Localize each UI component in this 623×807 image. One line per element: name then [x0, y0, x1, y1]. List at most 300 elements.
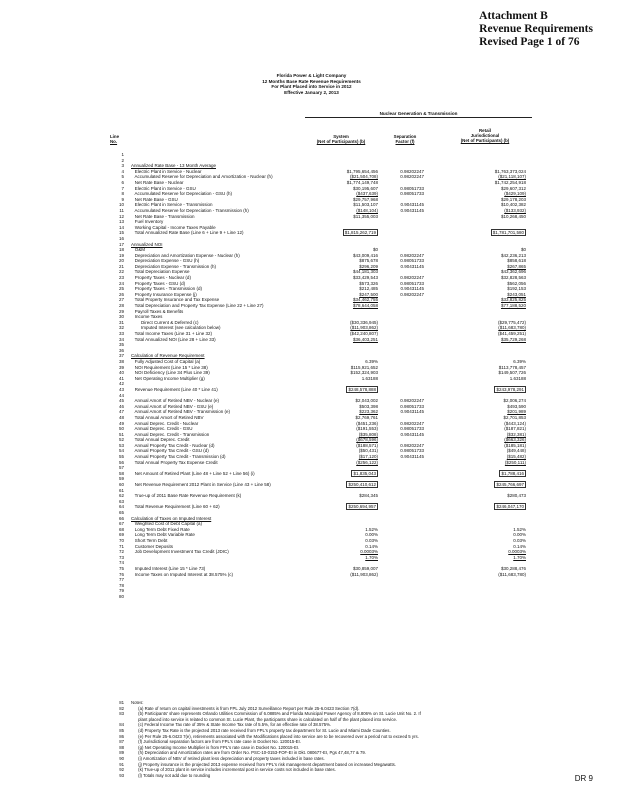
retail-value: $35,729,268	[500, 336, 526, 342]
line-number: 66	[118, 515, 124, 521]
separation-factor: 0.90431145	[400, 263, 424, 269]
line-number: 28	[118, 303, 124, 309]
line-number: 37	[118, 353, 124, 359]
retail-value: $1,742,254,918	[494, 179, 526, 185]
system-value: 0.00%	[365, 532, 378, 538]
note-line-number: 87	[119, 739, 124, 745]
line-number: 31	[118, 319, 124, 325]
system-value: $43,009,416	[352, 252, 378, 258]
revenue-table	[0, 152, 623, 600]
line-number: 3	[121, 163, 124, 169]
effective-date: Effective January 2, 2013	[284, 89, 339, 95]
line-number: 26	[118, 291, 124, 297]
system-value: $1,774,149,748	[346, 179, 378, 185]
row-description: Annualized NOI	[131, 241, 163, 247]
line-number: 80	[118, 593, 124, 599]
row-description: Income Taxes	[131, 314, 163, 320]
row-description: Total Revenue Requirement (Line 60 + 62)	[131, 504, 220, 510]
system-value: $0	[372, 247, 378, 253]
line-number: 62	[118, 493, 124, 499]
system-value: ($50,431)	[358, 448, 378, 454]
line-number: 45	[118, 398, 124, 404]
retail-value: $29,607,312	[500, 185, 526, 191]
line-number: 27	[118, 297, 124, 303]
separation-factor: 0.98202247	[400, 275, 424, 281]
line-number: 71	[118, 543, 124, 549]
retail-value: ($443,124)	[504, 420, 526, 426]
line-number: 79	[118, 588, 124, 594]
note-text: (k) True-up of 2011 plant in service includes incremental post in service costs not included in base rates.	[131, 767, 336, 773]
line-number: 1	[121, 152, 124, 157]
row-description: Property Taxes - Transmission (d)	[131, 286, 202, 292]
separation-factor: 0.98051733	[400, 258, 424, 264]
line-number: 7	[121, 185, 124, 191]
row-description: Working Capital - Income Taxes Payable	[131, 224, 216, 230]
line-number: 38	[118, 358, 124, 364]
system-value: $1,795,654,456	[346, 168, 378, 174]
line-number: 57	[118, 465, 124, 471]
row-description: Long Term Debt Fixed Rate	[131, 526, 190, 532]
line-number: 68	[118, 526, 124, 532]
retail-value: ($663,326)	[504, 437, 526, 443]
report-header	[0, 73, 623, 95]
system-value: $1,835,043	[353, 470, 376, 476]
row-description: True-up of 2011 Base Rate Revenue Requirement (k)	[131, 493, 242, 499]
retail-value: $243,978,291	[496, 386, 524, 392]
retail-value: $32,828,563	[500, 275, 526, 281]
system-value: $33,429,543	[352, 275, 378, 281]
row-description: Annual Deprec. Credit - GSU	[131, 426, 193, 432]
row-description: Fuel Inventory	[131, 219, 164, 225]
row-description: Annual Amort of Retired NBV - Nuclear (e)	[131, 398, 220, 404]
line-number: 13	[118, 219, 124, 225]
system-value: ($256,122)	[356, 459, 378, 465]
row-description: Total Annual Deprec. Credit	[131, 437, 190, 443]
table-row	[0, 594, 623, 600]
note-text: (c) Federal Income Tax rate of 35% & State Income Tax rate of 5.5%, for an effective rate of 38.575%.	[131, 722, 332, 728]
retail-value: $149,507,726	[498, 370, 526, 376]
line-number: 33	[118, 331, 124, 336]
note-line-number: 81	[119, 700, 124, 705]
retail-value: ($15,482)	[506, 454, 526, 460]
retail-value: ($11,683,780)	[498, 571, 526, 577]
retail-value: $30,288,476	[500, 565, 526, 571]
system-value: $284,345	[359, 493, 378, 499]
retail-value: ($49,448)	[506, 448, 526, 454]
note-line-number: 86	[119, 733, 124, 739]
retail-value: ($185,181)	[504, 442, 526, 448]
row-description: Total Income Taxes (Line 31 + Line 32)	[131, 331, 213, 336]
row-description: Net Rate Base - GSU	[131, 196, 178, 202]
separation-factor: 0.98202247	[400, 420, 424, 426]
row-description: Depreciation and Amortization Expense - Nuclear (h)	[131, 252, 240, 258]
system-value: $573,326	[359, 280, 378, 286]
retail-value: 1.52%	[513, 526, 526, 532]
retail-value: $42,236,213	[500, 252, 526, 258]
separation-factor: 0.98202247	[400, 442, 424, 448]
row-description: Total Depreciation and Property Tax Expense (Line 22 + Line 27)	[131, 303, 264, 309]
system-value: $34,462,755	[352, 297, 378, 303]
system-value: $875,678	[359, 258, 378, 264]
system-value: 0.0003%	[360, 549, 378, 555]
line-number: 23	[118, 275, 124, 281]
row-description: Total Property Insurance and Tax Expense	[131, 297, 220, 303]
system-value: 1.70%	[365, 554, 378, 560]
system-value: $223,362	[359, 409, 378, 415]
separation-factor: 0.98051733	[400, 191, 424, 197]
system-value: ($11,903,862)	[350, 325, 378, 331]
system-value: $11,503,107	[353, 202, 378, 208]
retail-value: ($429,109)	[504, 191, 526, 197]
retail-value: ($29,775,472)	[497, 319, 526, 325]
system-value: ($30,336,945)	[349, 319, 378, 325]
retail-value: ($11,683,780)	[498, 325, 526, 331]
retail-value: $243,051	[507, 291, 526, 297]
separation-factor: 0.90431145	[400, 202, 424, 208]
line-number: 30	[118, 314, 124, 320]
line-number: 46	[118, 403, 124, 409]
line-number: 39	[118, 364, 124, 370]
line-number: 29	[118, 308, 124, 314]
system-value: ($21,504,708)	[349, 174, 378, 180]
separation-factor: 0.90431145	[400, 409, 424, 415]
system-value: ($148,104)	[356, 207, 378, 213]
row-description: Fully Adjusted Cost of Capital (a)	[131, 358, 201, 364]
retail-value: $246,047,170	[496, 504, 524, 510]
retail-value: $201,989	[507, 409, 526, 415]
system-value: ($678,596)	[356, 437, 378, 443]
line-number: 73	[118, 554, 124, 560]
line-number: 56	[118, 459, 124, 465]
separation-factor: 0.98051733	[400, 185, 424, 191]
retail-value: ($21,118,107)	[498, 174, 526, 180]
line-number: 10	[118, 202, 124, 208]
line-number: 20	[118, 258, 124, 264]
note-text: Notes:	[131, 700, 144, 705]
system-value: $2,043,002	[355, 398, 378, 404]
retail-value: ($187,821)	[504, 426, 526, 432]
system-value: $11,355,003	[353, 213, 378, 219]
row-description: Electric Plant in Service - Nuclear	[131, 168, 202, 174]
row-description: Property Taxes - Nuclear (d)	[131, 275, 191, 281]
line-number: 36	[118, 347, 124, 353]
line-number: 76	[118, 571, 124, 577]
line-number: 44	[118, 392, 124, 398]
line-number: 14	[118, 224, 124, 230]
separation-factor: 0.98202247	[400, 291, 424, 297]
row-description: Annual Amort of Retired NBV - Transmission (e)	[131, 409, 231, 415]
retail-value: $43,362,696	[500, 269, 526, 275]
report-subtitle: For Plant Placed into Service in 2012	[271, 84, 352, 90]
system-value: $36,403,251	[352, 336, 378, 342]
row-description: Net Rate Base - Transmission	[131, 213, 195, 219]
line-number: 2	[121, 157, 124, 163]
line-number: 16	[118, 235, 124, 241]
line-number: 63	[118, 498, 124, 504]
row-description: Total Annualized Rate Base (Line 6 + Line 9 + Line 12)	[131, 230, 244, 236]
separation-factor: 0.90431145	[400, 431, 424, 437]
separation-factor: 0.90431145	[400, 454, 424, 460]
separation-factor: 0.98202247	[400, 168, 424, 174]
line-number: 9	[121, 196, 124, 202]
system-value: $248,578,888	[348, 386, 376, 392]
note-text: (f) Jurisdictional separation factors are from FPL's rate case in Docket No. 120015-EI.	[131, 739, 301, 745]
system-value: ($451,236)	[356, 420, 378, 426]
note-text: plant placed into service is related to common St. Lucie Plant, the participants share is calculated on half of the plant placed into service.	[131, 716, 398, 722]
line-number: 69	[118, 532, 124, 538]
retail-value: $10,268,450	[500, 213, 526, 219]
report-title: 12 Months Base Rate Revenue Requirements	[262, 78, 361, 84]
line-number: 53	[118, 442, 124, 448]
line-number: 35	[118, 342, 124, 348]
row-description: Calculation of Revenue Requirement	[131, 353, 205, 359]
line-number: 43	[118, 386, 124, 392]
note-text: (j) Property insurance is the projected 2013 expense received from FPL's risk management department based on increased Megawatts.	[131, 761, 396, 767]
line-number: 51	[118, 431, 124, 437]
retail-value: $10,402,382	[500, 202, 526, 208]
line-number: 77	[118, 577, 124, 583]
row-description: Depreciation Expense - GSU (h)	[131, 258, 200, 264]
system-value: ($11,903,862)	[350, 571, 378, 577]
line-number: 52	[118, 437, 124, 443]
row-description: Annualized Rate Base - 13 Month Average	[131, 163, 216, 169]
note-text: (d) Property Tax Rate is the projected 2013 rate received from FPL's property tax department for St. Lucie and Miami Dade Counties.	[131, 727, 391, 733]
line-number: 55	[118, 454, 124, 460]
line-number: 42	[118, 381, 124, 387]
retail-value: ($133,932)	[504, 207, 526, 213]
row-description: Electric Plant in Service - GSU	[131, 185, 196, 191]
col-head-system: System (Net of Participants) (b)	[316, 134, 366, 145]
system-value: $503,398	[359, 403, 378, 409]
row-description: Total Depreciation Expense	[131, 269, 190, 275]
retail-value: 0.14%	[513, 543, 526, 549]
system-value: $44,181,303	[352, 269, 378, 275]
system-value: ($191,553)	[356, 426, 378, 432]
line-number: 58	[118, 470, 124, 476]
row-description: Annual Property Tax Credit - Nuclear (d)	[131, 442, 215, 448]
retail-value: $2,006,274	[503, 398, 526, 404]
line-number: 75	[118, 565, 124, 571]
row-description: Accumulated Reserve for Depreciation - Transmission (h)	[131, 207, 249, 213]
line-number: 21	[118, 263, 124, 269]
note-text: (a) Rate of return on capital investments is from FPL July 2012 Surveillance Report per Rule 25-6.0423 Section 7(d).	[131, 705, 360, 711]
line-number: 15	[118, 230, 124, 236]
line-number: 18	[118, 247, 124, 253]
separation-factor: 0.98051733	[400, 448, 424, 454]
system-value: $250,410,612	[348, 482, 376, 488]
row-description: Direct Current & Deferred (c)	[131, 319, 199, 325]
row-description: Net Rate Base - Nuclear	[131, 179, 184, 185]
col-head-separation: Separation Factor (f)	[393, 134, 417, 145]
retail-value: $1,788,416	[501, 470, 524, 476]
separation-factor: 0.90431145	[400, 207, 424, 213]
row-description: NOI Deficiency (Line 34 Plus Line 39)	[131, 370, 210, 376]
line-number: 70	[118, 537, 124, 543]
retail-value: 0.00%	[513, 532, 526, 538]
retail-value: $29,178,203	[500, 196, 526, 202]
row-description: Revenue Requirement (Line 40 * Line 41)	[131, 386, 218, 392]
system-value: $1,815,262,719	[344, 230, 376, 236]
retail-value: $245,766,697	[496, 482, 524, 488]
retail-value: $280,473	[507, 493, 526, 499]
system-value: $212,485	[359, 286, 378, 292]
row-description: Total Annual Amort of Retired NBV	[131, 414, 204, 420]
separation-factor: 0.98202247	[400, 252, 424, 258]
line-number: 8	[121, 191, 124, 197]
row-description: Property Taxes - GSU (d)	[131, 280, 186, 286]
line-number: 49	[118, 420, 124, 426]
row-description: Weighted Cost of Debt Capital (a)	[131, 521, 202, 527]
line-number: 32	[118, 325, 124, 331]
row-description: Imputed Interest (Line 15 * Line 73)	[131, 565, 206, 571]
line-number: 54	[118, 448, 124, 454]
line-number: 72	[118, 549, 124, 555]
system-value: $152,324,903	[350, 370, 378, 376]
line-number: 4	[121, 168, 124, 174]
line-number: 50	[118, 426, 124, 432]
line-number: 25	[118, 286, 124, 292]
line-number: 19	[118, 252, 124, 258]
row-description: Annual Property Tax Credit - GSU (d)	[131, 448, 209, 454]
system-value: $30,859,007	[352, 565, 378, 571]
line-number: 78	[118, 582, 124, 588]
line-number: 74	[118, 560, 124, 566]
retail-value: $858,618	[507, 258, 526, 264]
attachment-subtitle: Revenue Requirements	[479, 23, 593, 35]
system-value: $30,195,607	[352, 185, 378, 191]
row-description: Calculation of Taxes on Imputed Interest	[131, 515, 212, 521]
company-name: Florida Power & Light Company	[276, 73, 347, 78]
system-value: ($437,639)	[356, 191, 378, 197]
retail-value: ($32,381)	[506, 431, 526, 437]
note-line-number: 92	[119, 767, 124, 773]
row-description: Imputed Interest (see calculation below)	[131, 325, 221, 331]
note-line-number: 85	[119, 727, 124, 733]
row-description: Net Amount of Retired Plant (Line 48 + Line 52 + Line 56) (i)	[131, 470, 255, 476]
system-value: $29,757,968	[352, 196, 378, 202]
page-footer: DR 9	[574, 774, 593, 783]
system-value: 1.63188	[361, 375, 378, 381]
row-description: Annual Deprec. Credit - Nuclear	[131, 420, 199, 426]
row-description: Job Development Investment Tax Credit (JDIC)	[131, 549, 229, 555]
retail-value: $562,056	[507, 280, 526, 286]
retail-value: $0	[520, 247, 526, 253]
line-number: 34	[118, 336, 124, 342]
system-value: 0.14%	[365, 543, 378, 549]
system-value: $78,644,058	[352, 303, 378, 309]
system-value: ($35,808)	[358, 431, 378, 437]
note-line-number: 83	[119, 711, 124, 717]
system-value: 1.52%	[365, 526, 378, 532]
note-row	[0, 773, 623, 779]
line-number: 67	[118, 521, 124, 527]
note-line-number: 84	[119, 722, 124, 728]
band-divider	[305, 117, 532, 118]
row-description: Customer Deposits	[131, 543, 174, 549]
note-line-number: 82	[119, 705, 124, 711]
attachment-title: Attachment B	[479, 10, 548, 22]
line-number: 60	[118, 482, 124, 488]
col-head-retail: Retail Jurisdictional (Net of Participants) (b)	[460, 128, 510, 144]
band-title: Nuclear Generation & Transmission	[379, 111, 458, 116]
system-value: $296,209	[359, 263, 378, 269]
row-description: O&M	[131, 247, 146, 253]
line-number: 47	[118, 409, 124, 415]
line-number: 24	[118, 280, 124, 286]
attachment-page: Revised Page 1 of 76	[479, 36, 580, 48]
separation-factor: 0.98051733	[400, 280, 424, 286]
row-description: Long Term Debt Variable Rate	[131, 532, 195, 538]
system-value: 6.39%	[365, 358, 378, 364]
retail-value: $77,188,520	[500, 303, 526, 309]
row-description: Property Insurance Expense (j)	[131, 291, 197, 297]
line-number: 6	[121, 179, 124, 185]
line-number: 41	[118, 375, 124, 381]
row-description: Annual Deprec. Credit - Transmission	[131, 431, 210, 437]
note-line-number: 90	[119, 755, 124, 761]
note-text: (h) Depreciation and Amortization rates are from Order No. PSC-10-0153-FOF-EI in Dkt. 080677-EI, Pgs 47,48,77 & 79.	[131, 750, 367, 756]
separation-factor: 0.98051733	[400, 426, 424, 432]
note-text: (l) Totals may not add due to rounding	[131, 772, 211, 778]
note-text: (i) Amortization of NBV of retired plant less depreciation and property taxes included in base rates.	[131, 755, 325, 761]
note-line-number: 88	[119, 744, 124, 750]
line-number: 40	[118, 370, 124, 376]
retail-value: $1,763,373,024	[494, 168, 526, 174]
row-description: Electric Plant in Service - Transmission	[131, 202, 213, 208]
row-description: Net Operating Income Multiplier (g)	[131, 375, 205, 381]
note-line-number: 89	[119, 750, 124, 756]
system-value: $2,769,761	[355, 414, 378, 420]
notes-section	[0, 700, 623, 778]
line-number: 48	[118, 414, 124, 420]
line-number: 11	[119, 207, 124, 213]
system-value: ($42,240,807)	[349, 331, 378, 336]
separation-factor: 0.98202247	[400, 398, 424, 404]
separation-factor: 0.98202247	[400, 174, 424, 180]
retail-value: $1,781,701,580	[492, 230, 524, 236]
line-number: 12	[118, 213, 124, 219]
row-description: Total Annualized NOI (Line 28 + Line 33)	[131, 336, 216, 342]
row-description: Income Taxes on Imputed Interest at 38.575% (c)	[131, 571, 233, 577]
retail-value: 1.70%	[513, 554, 526, 560]
line-number: 61	[118, 487, 124, 493]
retail-value: $33,825,825	[500, 297, 526, 303]
system-value: ($188,571)	[356, 442, 378, 448]
line-number: 17	[118, 241, 124, 247]
note-line-number: 93	[119, 772, 124, 778]
note-text: (g) Net Operating Income Multiplier is from FPL's rate case in Docket No. 120015-EI.	[131, 744, 300, 750]
row-description: Annual Amort of Retired NBV - GSU (e)	[131, 403, 214, 409]
line-number: 64	[118, 504, 124, 510]
retail-value: 0.03%	[513, 537, 526, 543]
note-text: (e) Per Rule 25-6.0423 7(e), retirements associated with the Modifications placed into service are to be recovered over a period not to exceed 5 yrs.	[131, 733, 419, 739]
retail-value: $192,153	[507, 286, 526, 292]
line-number: 22	[118, 269, 124, 275]
line-number: 5	[121, 174, 124, 180]
row-description: Depreciation Expense - Transmission (h)	[131, 263, 217, 269]
row-description: Net Revenue Requirement 2012 Plant in Service (Line 43 + Line 58)	[131, 482, 271, 488]
row-description: Accumulated Reserve for Depreciation and Amortization - Nuclear (h)	[131, 174, 273, 180]
note-text: (b) Participants' share represents Orlando Utilities Commission of 6.0885% and Florida Municipal Power Agency of 8.806% on St. Lucie Unit No. 2. If	[131, 711, 421, 717]
retail-value: 1.63188	[509, 375, 526, 381]
row-description: NOI Requirement (Line 15 * Line 38)	[131, 364, 208, 370]
system-value: 0.03%	[365, 537, 378, 543]
retail-value: ($41,459,251)	[497, 331, 526, 336]
system-value: $115,921,652	[350, 364, 378, 370]
line-number: 59	[118, 476, 124, 482]
separation-factor: 0.98051733	[400, 403, 424, 409]
retail-value: ($250,111)	[504, 459, 526, 465]
